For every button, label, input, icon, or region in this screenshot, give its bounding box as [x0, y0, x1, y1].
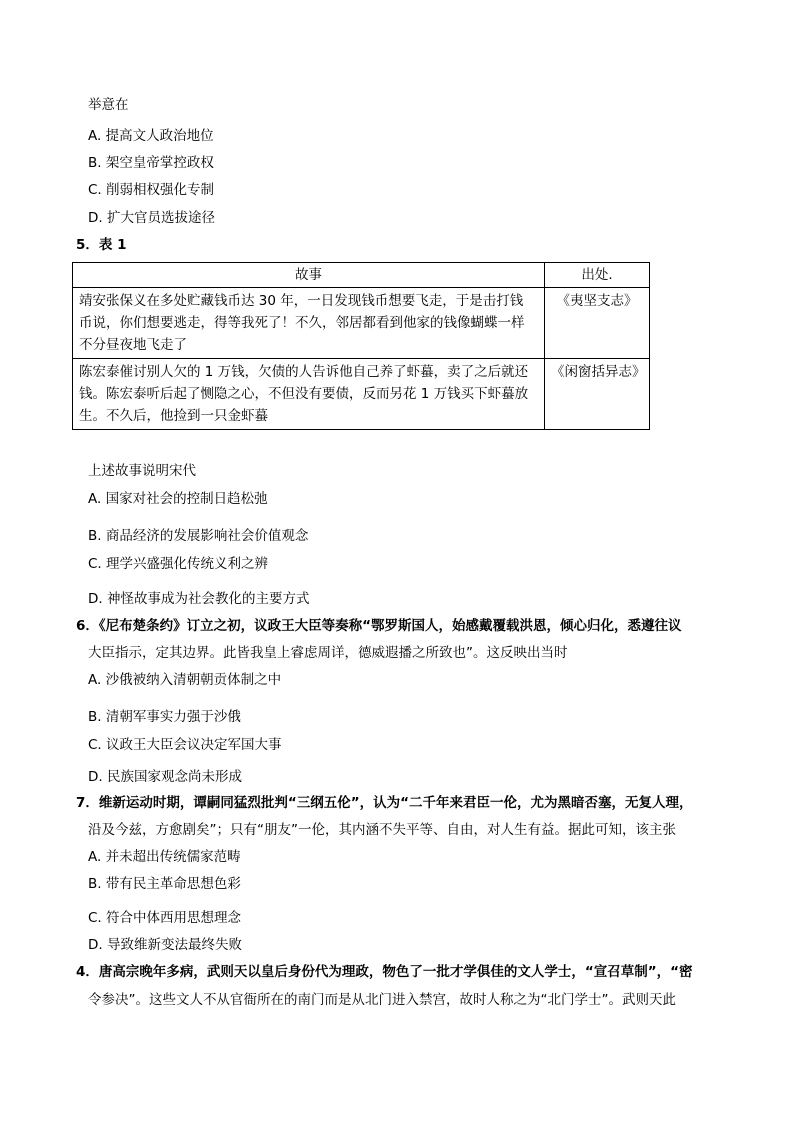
- question-stem-tail: 举意在: [88, 97, 129, 113]
- option-d: D. 导致维新变法最终失败: [88, 937, 242, 953]
- table-cell-story: [73, 288, 545, 359]
- question-4-line: 4．唐高宗晚年多病，武则天以皇后身份代为理政，物色了一批才学俱佳的文人学士，“宣召草制”，“密: [76, 964, 693, 980]
- story-line: 靖安张保义在多处贮藏钱币达 30 年，一日发现钱币想要飞走，于是击打钱: [79, 293, 524, 309]
- option-c: C. 削弱相权强化专制: [88, 182, 215, 198]
- table-header-row: [73, 263, 650, 288]
- question-5-label: 5．表 1: [76, 237, 127, 253]
- option-a: A. 提高文人政治地位: [88, 128, 214, 144]
- table-row: [73, 288, 650, 359]
- table-cell-source: 《闲窗括异志》: [545, 359, 650, 430]
- story-line: 不分昼夜地飞走了: [79, 337, 187, 353]
- option-c: C. 议政王大臣会议决定军国大事: [88, 737, 282, 753]
- story-line: 币说，你们想要逃走，得等我死了！不久，邻居都看到他家的钱像蝴蝶一样: [79, 315, 525, 331]
- option-a: A. 并未超出传统儒家范畴: [88, 849, 241, 865]
- question-5-stem: 上述故事说明宋代: [88, 463, 196, 479]
- option-c: C. 符合中体西用思想理念: [88, 910, 242, 926]
- table-row: [73, 359, 650, 430]
- option-d: D. 扩大官员选拔途径: [88, 210, 215, 226]
- question-4-line: 令参决”。这些文人不从官衙所在的南门而是从北门进入禁宫，故时人称之为“北门学士”。武则天此: [88, 992, 676, 1008]
- option-a: A. 国家对社会的控制日趋松弛: [88, 491, 268, 507]
- option-a: A. 沙俄被纳入清朝朝贡体制之中: [88, 672, 282, 688]
- question-7-line: 7．维新运动时期，谭嗣同猛烈批判“三纲五伦”，认为“二千年来君臣一伦，尤为黑暗否塞，无复人理，: [76, 795, 693, 811]
- story-table: [72, 262, 650, 430]
- question-7-line: 沿及今兹，方愈剧矣”；只有“朋友”一伦，其内涵不失平等、自由，对人生有益。据此可知，该主张: [88, 822, 676, 838]
- option-b: B. 架空皇帝掌控政权: [88, 155, 214, 171]
- option-b: B. 带有民主革命思想色彩: [88, 876, 241, 892]
- table-header-source: 出处.: [545, 263, 650, 288]
- question-6-line: 大臣指示，定其边界。此皆我皇上睿虑周详，德威遐播之所致也”。这反映出当时: [88, 645, 568, 661]
- option-c: C. 理学兴盛强化传统义利之辨: [88, 556, 269, 572]
- table-cell-source: 《夷坚支志》: [545, 288, 650, 359]
- story-line: 陈宏泰催讨别人欠的 1 万钱，欠债的人告诉他自己养了虾蟇，卖了之后就还: [79, 364, 529, 380]
- story-line: 生。不久后，他捡到一只金虾蟇: [79, 408, 268, 424]
- table-header-story: 故事: [73, 263, 545, 288]
- table-cell-story: [73, 359, 545, 430]
- option-b: B. 清朝军事实力强于沙俄: [88, 709, 241, 725]
- story-line: 钱。陈宏泰听后起了恻隐之心，不但没有要债，反而另花 1 万钱买下虾蟇放: [79, 386, 529, 402]
- option-d: D. 神怪故事成为社会教化的主要方式: [88, 591, 310, 607]
- option-b: B. 商品经济的发展影响社会价值观念: [88, 528, 309, 544]
- option-d: D. 民族国家观念尚未形成: [88, 769, 242, 785]
- question-6-line: 6．《尼布楚条约》订立之初，议政王大臣等奏称“鄂罗斯国人，始感戴覆载洪恩，倾心归化，悉遵往议: [76, 618, 682, 634]
